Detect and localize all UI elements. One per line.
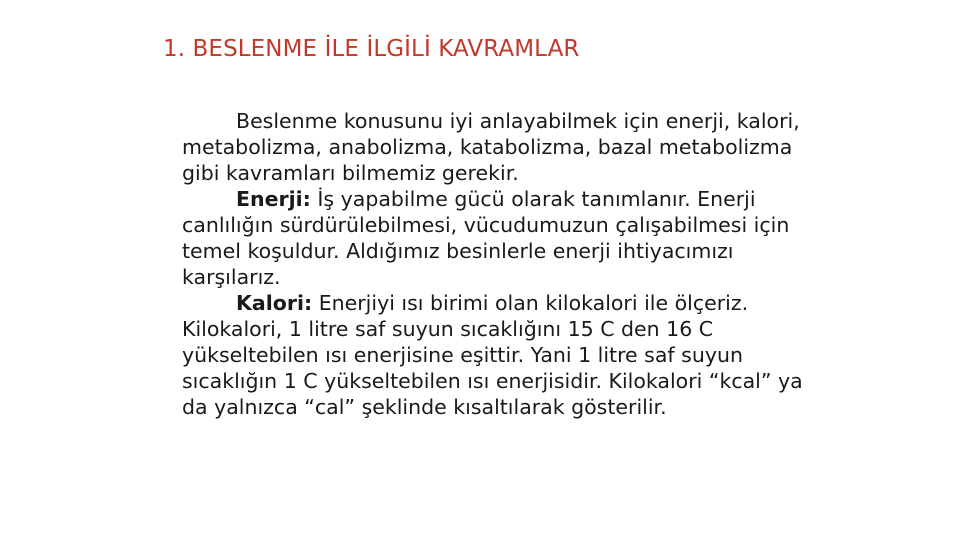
paragraph-enerji-text: İş yapabilme gücü olarak tanımlanır. Enerji canlılığın sürdürülebilmesi, vücudumuzun çalışabilmesi için temel koşuldur. Aldığımız besinlerle enerji ihtiyacımızı karşılarız. — [182, 187, 790, 289]
paragraph-intro-text: Beslenme konusunu iyi anlayabilmek için enerji, kalori, metabolizma, anabolizma, katabolizma, bazal metabolizma gibi kavramları bilmemiz gerekir. — [182, 109, 800, 185]
term-kalori: Kalori: — [236, 291, 313, 315]
paragraph-enerji — [182, 186, 822, 290]
slide-body — [182, 108, 822, 420]
paragraph-kalori — [182, 290, 822, 420]
term-enerji: Enerji: — [236, 187, 311, 211]
paragraph-intro — [182, 108, 822, 186]
paragraph-kalori-text: Enerjiyi ısı birimi olan kilokalori ile ölçeriz. Kilokalori, 1 litre saf suyun sıcaklığını 15 C den 16 C yükseltebilen ısı enerjisine eşittir. Yani 1 litre saf suyun sıcaklığın 1 C yükseltebilen ısı enerjisidir. Kilokalori “kcal” ya da yalnızca “cal” şeklinde kısaltılarak gösterilir. — [182, 291, 803, 419]
slide-title: 1. BESLENME İLE İLGİLİ KAVRAMLAR — [163, 36, 580, 62]
